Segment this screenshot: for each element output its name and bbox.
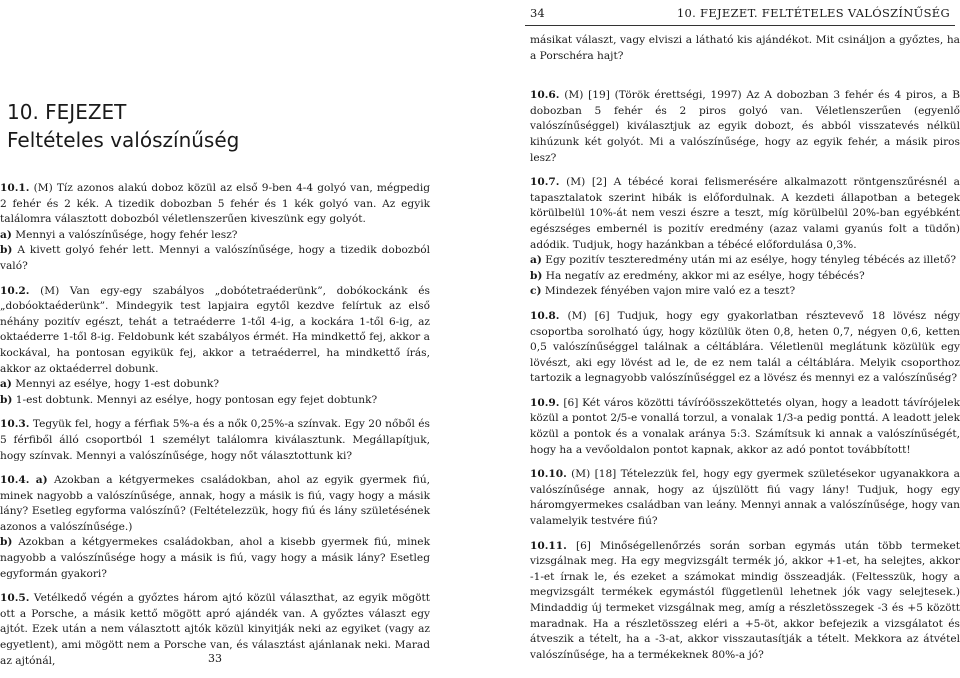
problem-text: Vetélkedő végén a győztes három ajtó közül választhat, az egyik mögött ott a Porsche, a másik kettő mögött apró ajándék van. A győztes választ egy ajtót. Ezek után a nem választott ajtók közül kinyitják neki az egyiket (vagy az egyetlent), ami mögött nem a Porsche van, és választást ajánlanak neki. Marad az ajtónál, bbox=[0, 592, 430, 667]
problem-10-11 bbox=[530, 539, 960, 664]
problem-paragraph bbox=[0, 181, 430, 228]
subquestion-label: c) bbox=[530, 285, 542, 298]
problem-paragraph bbox=[0, 535, 430, 582]
problem-10-6 bbox=[530, 88, 960, 166]
problem-number: 10.8. bbox=[530, 309, 560, 322]
problem-10-10 bbox=[530, 467, 960, 529]
problem-paragraph bbox=[530, 309, 960, 387]
chapter-number: 10. FEJEZET bbox=[7, 100, 127, 124]
subquestion-text: 1-est dobtunk. Mennyi az esélye, hogy pontosan egy fejet dobtunk? bbox=[15, 393, 378, 406]
header-page-number: 34 bbox=[530, 6, 545, 20]
problem-number: 10.4. bbox=[0, 474, 30, 487]
problem-number: 10.2. bbox=[0, 284, 30, 297]
footer-page-number: 33 bbox=[208, 652, 222, 665]
problem-text: (M) [2] A tébécé korai felismerésére alkalmazott röntgenszűrésnél a tapasztalatok szerint hibák is előfordulnak. A kezdeti állapotban a betegek körülbelül 10%-át nem veszi észre a teszt, míg körülbelül 20%-ban egyébként egészséges embernél is pozitív eredmény (azaz valami gyanús folt a tüdőn) adódik. Tudjuk, hogy hazánkban a tébécé előfordulása 0,3%. bbox=[530, 176, 960, 251]
header-rule bbox=[525, 25, 955, 26]
subquestion-text: A kivett golyó fehér lett. Mennyi a valószínűsége, hogy a tizedik dobozból való? bbox=[0, 244, 430, 272]
header-chapter-title: 10. FEJEZET. FELTÉTELES VALÓSZÍNŰSÉG bbox=[676, 6, 950, 20]
problem-paragraph bbox=[530, 396, 960, 458]
problem-10-9 bbox=[530, 396, 960, 458]
problem-paragraph bbox=[530, 284, 960, 300]
problem-paragraph bbox=[530, 467, 960, 529]
problem-paragraph bbox=[530, 539, 960, 664]
problem-text: (M) Van egy-egy szabályos „dobótetraéderünk”, dobókockánk és „dobóoktaéderünk”. Mindegyik test lapjaira egytől kezdve felírtuk az első néhány pozitív egészt, tehát a tetraéderre 1-től 4-ig, a kockára 1-től 6-ig, az oktaéderre 1-től 8-ig. Feldobunk két szabályos érmét. Ha mindkettő fej, akkor a kockával, ha pontosan egyikük fej, akkor a tetraéderrel, ha mindkettő írás, akkor az oktaéderrel dobunk. bbox=[0, 284, 430, 375]
problem-text: (M) [19] (Török érettségi, 1997) Az A dobozban 3 fehér és 4 piros, a B dobozban 5 fehér és 2 piros golyó van. Véletlenszerűen (egyenlő valószínűséggel) kiválasztjuk az egyik dobozt, és abból visszatevés nélkül kihúzunk két golyót. Mi a valószínűsége, hogy az egyik fehér, a másik piros lesz? bbox=[530, 89, 960, 164]
problem-paragraph bbox=[530, 253, 960, 269]
problem-10-2 bbox=[0, 284, 430, 409]
problem-10-3 bbox=[0, 417, 430, 464]
subquestion-label: a) bbox=[0, 228, 12, 241]
problem-text: (M) [18] Tételezzük fel, hogy egy gyermek születésekor ugyanakkora a valószínűsége annak, hogy az újszülött fiú vagy lány! Tudjuk, hogy egy háromgyermekes családban van leány. Mennyi annak a valószínűsége, hogy van valamelyik testvére fiú? bbox=[530, 468, 960, 528]
subquestion-text: Mindezek fényében vajon mire való ez a teszt? bbox=[544, 285, 796, 298]
problem-paragraph bbox=[0, 228, 430, 244]
subquestion-text: Egy pozitív teszteredmény után mi az esélye, hogy tényleg tébécés az illető? bbox=[545, 254, 957, 267]
problem-10-1 bbox=[0, 181, 430, 275]
subquestion-label: a) bbox=[35, 474, 48, 487]
problem-paragraph bbox=[0, 284, 430, 378]
running-header bbox=[530, 5, 950, 21]
problem-text: Tegyük fel, hogy a férfiak 5%-a és a nők 0,25%-a színvak. Egy 20 nőből és 5 férfiből álló csoportból 1 személyt találomra kiválasztunk. Megállapítjuk, hogy színvak. Mennyi a valószínűsége, hogy nőt választottunk ki? bbox=[0, 418, 430, 462]
problem-10-4 bbox=[0, 473, 430, 582]
subquestion-label: b) bbox=[0, 393, 13, 406]
problem-paragraph bbox=[0, 377, 430, 393]
problem-paragraph bbox=[530, 269, 960, 285]
problem-number: 10.11. bbox=[530, 539, 567, 552]
problem-paragraph bbox=[0, 473, 430, 535]
problem-number: 10.5. bbox=[0, 592, 30, 605]
chapter-title: Feltételes valószínűség bbox=[7, 128, 240, 152]
problem-text: [6] Két város közötti távíróösszeköttetés olyan, hogy a leadott távírójelek közül a pontot 2/5-e vonallá torzul, a vonalak 1/3-a pedig ponttá. A leadott jelek közül a pontok és a vonalak aránya 5:3. Számítsuk ki annak a valószínűségét, hogy ha a vevőoldalon pontot kapnak, akkor az adó pontot továbbított! bbox=[530, 396, 960, 456]
problem-text: (M) Tíz azonos alakú doboz közül az első 9-ben 4-4 golyó van, mégpedig 2 fehér és 2 kék. A tizedik dobozban 5 fehér és 1 kék golyó van. Az egyik találomra választott dobozból véletlenszerűen kiveszünk egy golyót. bbox=[0, 182, 430, 226]
left-column bbox=[0, 181, 430, 678]
problem-paragraph bbox=[530, 175, 960, 253]
problem-number: 10.6. bbox=[530, 89, 560, 102]
subquestion-label: a) bbox=[0, 378, 12, 391]
subquestion-text: Mennyi az esélye, hogy 1-est dobunk? bbox=[15, 378, 220, 391]
problem-text: [6] Minőségellenőrzés során sorban egymás után több termeket vizsgálnak meg. Ha egy megvizsgált termék jó, akkor +1-et, ha selejtes, akkor -1-et írnak le, és ezeket a számokat mindig összeadják. (Feltesszük, hogy a megvizsgált termékek egymástól függetlenül lehetnek jók vagy selejtesek.) Mindaddig új termeket vizsgálnak meg, amíg a részletösszegek -3 és +5 között maradnak. Ha a részletösszeg eléri a +5-öt, akkor befejezik a vizsgálatot és átveszik a tételt, ha a -3-at, akkor visszautasítják a tételt. Mekkora az átvétel valószínűsége, ha a termékeknek 80%-a jó? bbox=[530, 539, 960, 661]
problem-paragraph bbox=[0, 393, 430, 409]
problem-number: 10.3. bbox=[0, 418, 30, 431]
problem-10-8 bbox=[530, 309, 960, 387]
problem-10-7 bbox=[530, 175, 960, 300]
right-column bbox=[530, 33, 960, 672]
problem-paragraph bbox=[0, 417, 430, 464]
subquestion-label: b) bbox=[530, 269, 543, 282]
subquestion-label: b) bbox=[0, 536, 13, 549]
subquestion-text: Mennyi a valószínűsége, hogy fehér lesz? bbox=[15, 228, 238, 241]
subquestion-label: b) bbox=[0, 244, 13, 257]
problem-number: 10.10. bbox=[530, 468, 567, 481]
problem-paragraph bbox=[530, 88, 960, 166]
subquestion-text: Azokban a kétgyermekes családokban, ahol az egyik gyermek fiú, minek nagyobb a valószínűsége, annak, hogy a másik is fiú, vagy hogy a másik lány? Esetleg egyforma valószínű? (Feltételezzük, hogy fiú és lány születésének azonos a valószínűsége.) bbox=[0, 474, 431, 533]
continuation-text: másikat választ, vagy elviszi a látható kis ajándékot. Mit csináljon a győztes, ha a Porschéra hajt? bbox=[530, 34, 960, 62]
problem-text: (M) [6] Tudjuk, hogy egy gyakorlatban résztevevő 18 lövész négy csoportba sorolható úgy, hogy közülük öten 0,8, heten 0,7, négyen 0,6, ketten 0,5 valószínűséggel találnak a céltáblára. Véletlenül meglátunk közülük egy lövészt, aki egy lövést ad le, de ez nem talál a céltáblára. Melyik csoporthoz tartozik a legnagyobb valószínűséggel ez a lövész és mennyi ez a valószínűség? bbox=[530, 309, 960, 385]
subquestion-text: Azokban a kétgyermekes családokban, ahol a kisebb gyermek fiú, minek nagyobb a valószínűsége hogy a másik is fiú, vagy hogy a másik lány? Esetleg egyformán gyakori? bbox=[0, 536, 430, 580]
problem-paragraph bbox=[0, 243, 430, 274]
problem-number: 10.1. bbox=[0, 182, 30, 194]
subquestion-text: Ha negatív az eredmény, akkor mi az esélye, hogy tébécés? bbox=[545, 269, 865, 282]
subquestion-label: a) bbox=[530, 254, 542, 267]
problem-number: 10.9. bbox=[530, 396, 560, 409]
problem-number: 10.7. bbox=[530, 176, 560, 189]
